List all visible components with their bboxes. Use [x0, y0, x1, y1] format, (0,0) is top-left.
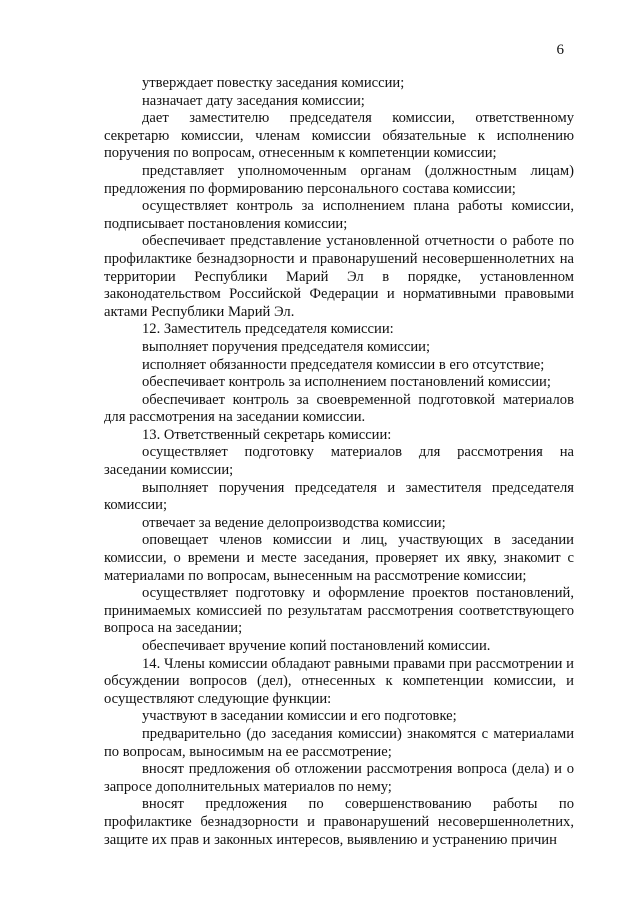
paragraph: обеспечивает представление установленной отчетности о работе по профилактике безнадзорности и правонарушений несовершеннолетних на территории Республики Марий Эл в порядке, установленном законодательством Российской Федерации и нормативными правовыми актами Республики Марий Эл.: [104, 233, 574, 320]
paragraph: обеспечивает вручение копий постановлений комиссии.: [142, 638, 491, 654]
paragraph: осуществляет подготовку и оформление проектов постановлений, принимаемых комиссией по результатам рассмотрения соответствующего вопроса на заседании;: [104, 585, 574, 637]
paragraph: обеспечивает контроль за своевременной подготовкой материалов для рассмотрения на заседании комиссии.: [104, 391, 574, 426]
paragraph: предварительно (до заседания комиссии) знакомятся с материалами по вопросам, выносимым на ее рассмотрение;: [104, 725, 574, 760]
section-heading: 14. Члены комиссии обладают равными правами при рассмотрении и обсуждении вопросов (дел), отнесенных к компетенции комиссии, и осуществляют следующие функции:: [104, 655, 574, 707]
section-heading: 13. Ответственный секретарь комиссии:: [142, 426, 392, 443]
paragraph: выполняет поручения председателя и заместителя председателя комиссии;: [104, 479, 574, 514]
paragraph: осуществляет контроль за исполнением плана работы комиссии, подписывает постановления комиссии;: [104, 198, 574, 232]
paragraph: участвуют в заседании комиссии и его подготовке;: [142, 708, 457, 725]
paragraph: осуществляет подготовку материалов для рассмотрения на заседании комиссии;: [104, 444, 574, 479]
paragraph: исполняет обязанности председателя комиссии в его отсутствие;: [142, 356, 545, 373]
body-text: [104, 75, 574, 849]
paragraph: представляет уполномоченным органам (должностным лицам) предложения по формированию персонального состава комиссии;: [104, 162, 574, 197]
paragraph: вносят предложения по совершенствованию работы по профилактике безнадзорности и правонарушений несовершеннолетних, защите их прав и законных интересов, выявлению и устранению причин: [104, 796, 574, 848]
page-number: 6: [556, 42, 564, 58]
paragraph: утверждает повестку заседания комиссии;: [142, 75, 405, 91]
paragraph: дает заместителю председателя комиссии, ответственному секретарю комиссии, членам комиссии обязательные к исполнению поручения по вопросам, отнесенным к компетенции комиссии;: [104, 110, 574, 162]
paragraph: выполняет поручения председателя комиссии;: [142, 338, 431, 355]
paragraph: назначает дату заседания комиссии;: [142, 92, 365, 109]
paragraph: оповещает членов комиссии и лиц, участвующих в заседании комиссии, о времени и месте заседания, проверяет их явку, знакомит с материалами по вопросам, вынесенным на рассмотрение комиссии;: [104, 532, 574, 584]
paragraph: отвечает за ведение делопроизводства комиссии;: [142, 514, 446, 531]
paragraph: обеспечивает контроль за исполнением постановлений комиссии;: [142, 374, 551, 391]
section-heading: 12. Заместитель председателя комиссии:: [142, 321, 394, 338]
paragraph: вносят предложения об отложении рассмотрения вопроса (дела) и о запросе дополнительных материалов по нему;: [104, 761, 574, 795]
